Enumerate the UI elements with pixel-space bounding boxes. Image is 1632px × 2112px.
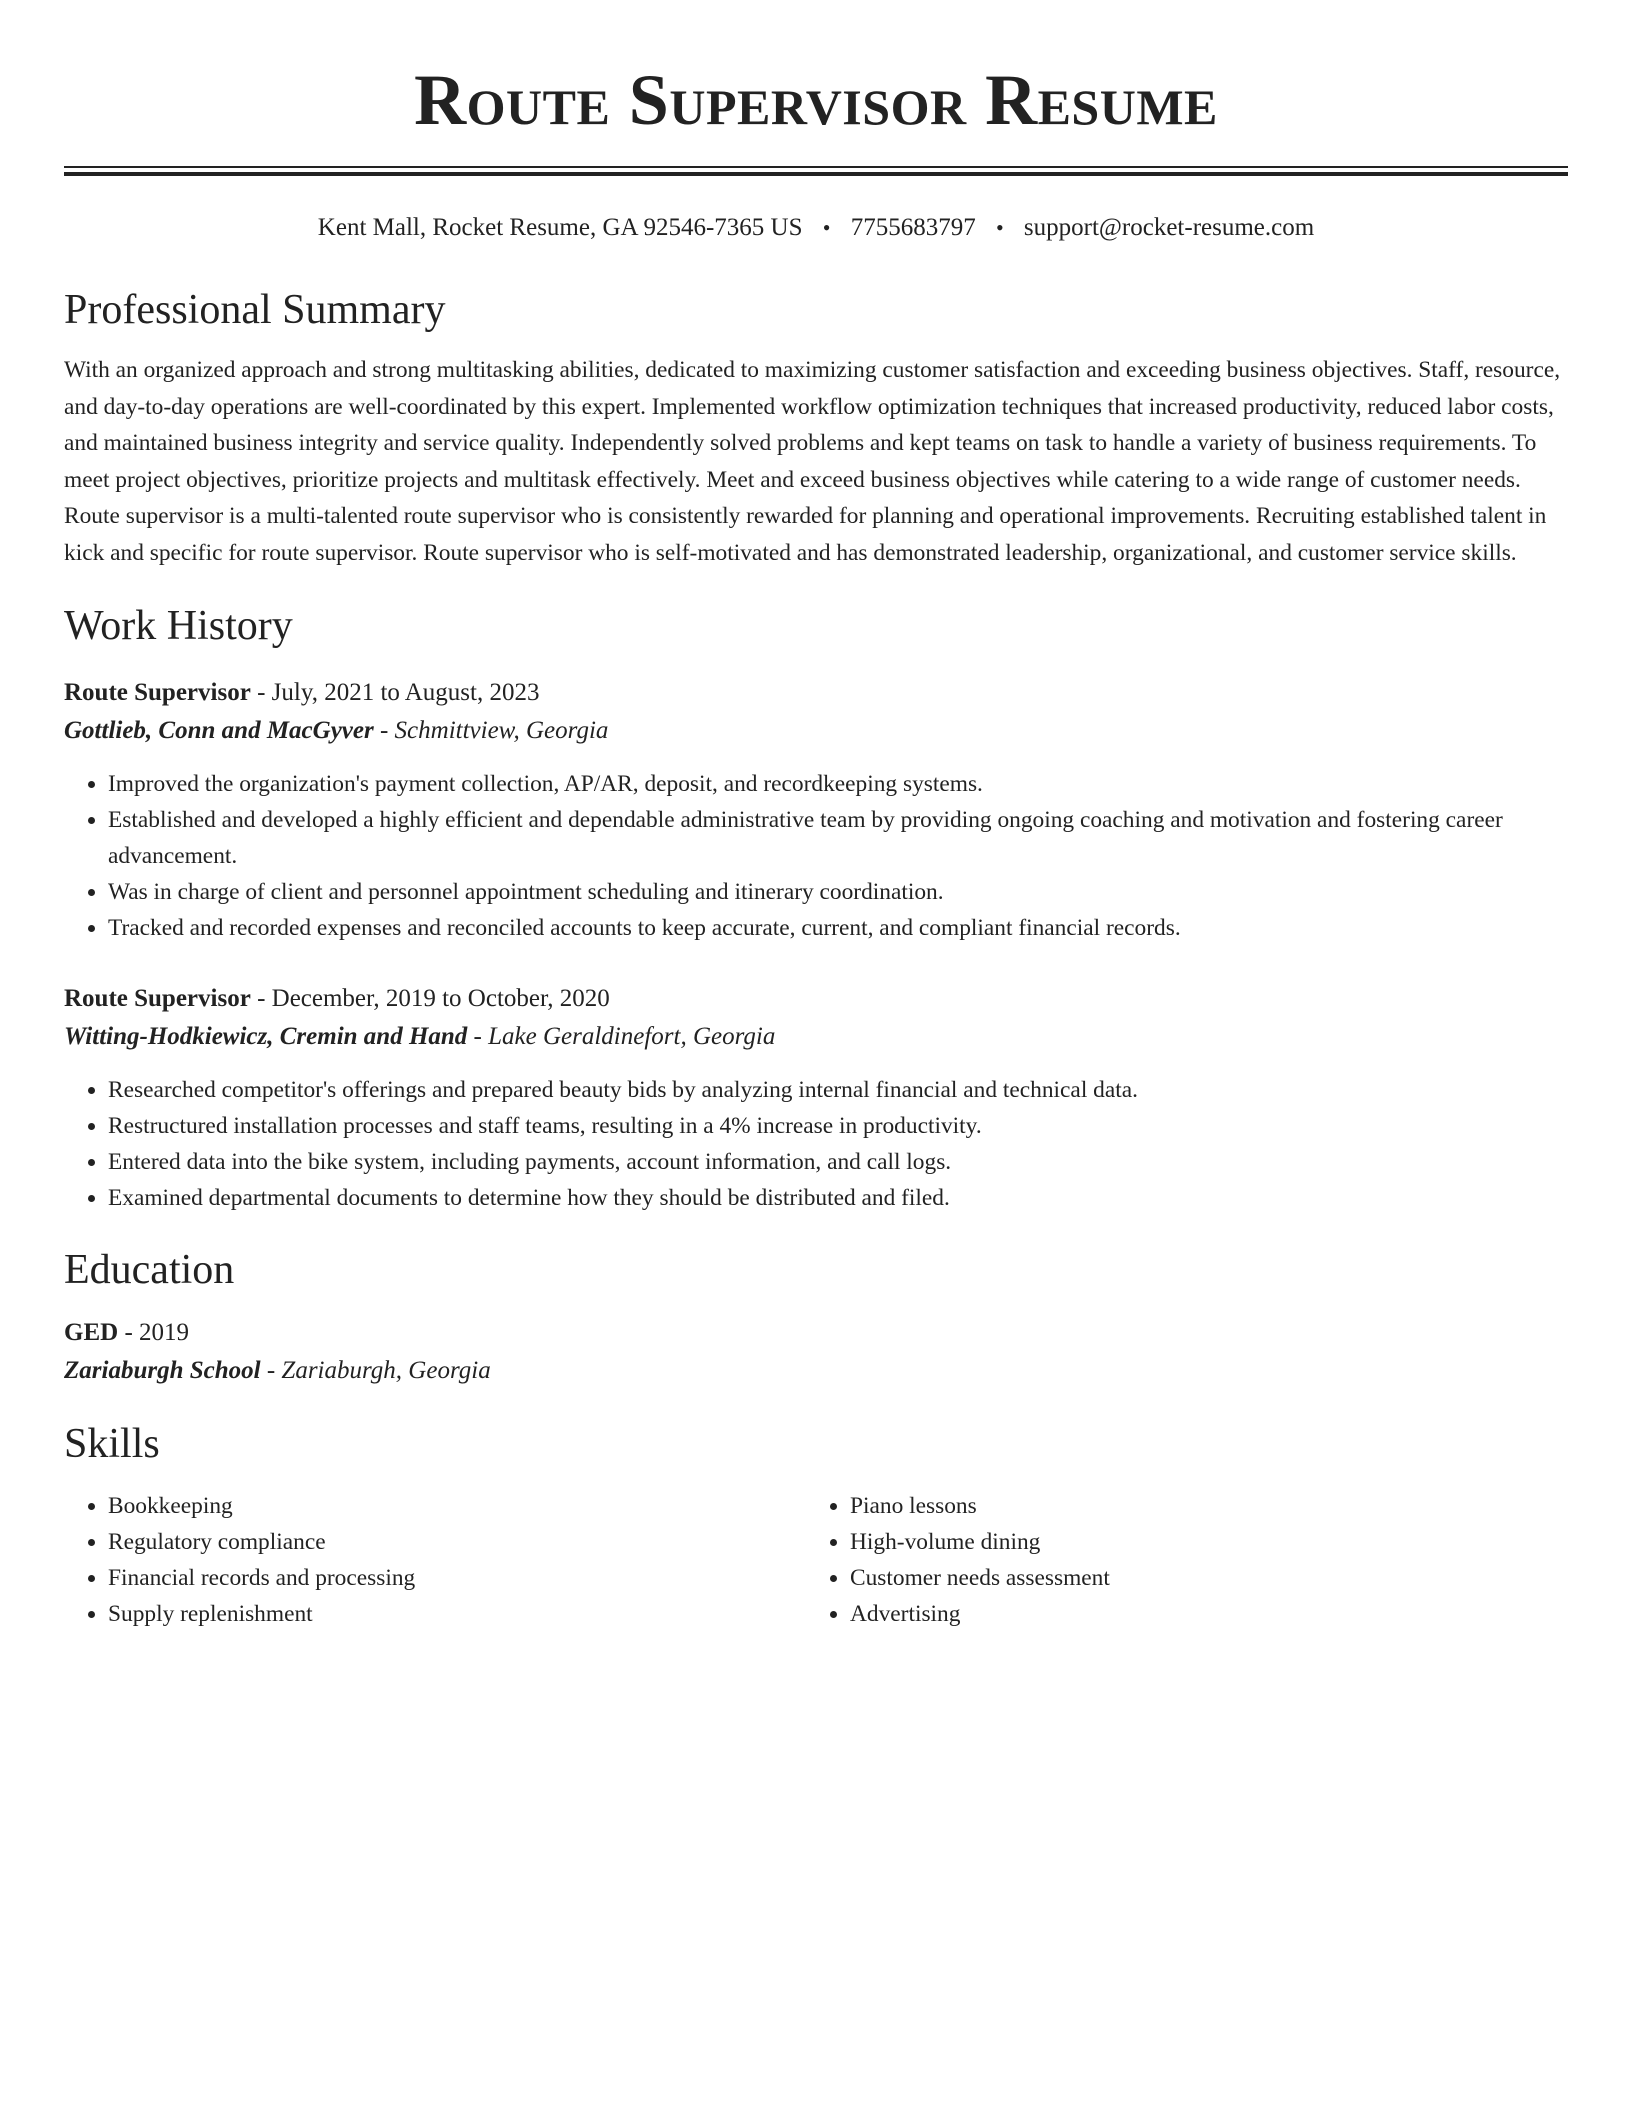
job-location: - Lake Geraldinefort, Georgia: [467, 1022, 776, 1050]
job-title-line: [64, 674, 1568, 712]
education-degree: GED: [64, 1318, 119, 1346]
job-entry: [64, 980, 1568, 1216]
job-company-line: [64, 712, 1568, 750]
education-entry: [64, 1314, 1568, 1390]
education-year: - 2019: [118, 1318, 190, 1346]
job-company: Gottlieb, Conn and MacGyver: [64, 716, 374, 744]
education-heading: Education: [64, 1246, 235, 1293]
job-role: Route Supervisor: [64, 984, 251, 1012]
job-bullet: • Restructured installation processes and staff teams, resulting in a 4% increase in productivity.: [108, 1108, 1568, 1144]
skill-item: • Customer needs assessment: [850, 1560, 1548, 1596]
skill-item: • High-volume dining: [850, 1524, 1548, 1560]
contact-separator: •: [822, 215, 831, 240]
education-location: - Zariaburgh, Georgia: [260, 1356, 491, 1384]
skills-column-right: [806, 1488, 1548, 1632]
skill-item: • Bookkeeping: [108, 1488, 806, 1524]
skill-item: • Supply replenishment: [108, 1596, 806, 1632]
contact-separator: •: [995, 215, 1004, 240]
page-title: Route Supervisor Resume: [414, 60, 1218, 140]
job-entry: [64, 674, 1568, 946]
job-bullet: • Entered data into the bike system, including payments, account information, and call logs.: [108, 1144, 1568, 1180]
job-location: - Schmittview, Georgia: [373, 716, 609, 744]
title-divider: [64, 166, 1568, 176]
job-bullet: • Established and developed a highly efficient and dependable administrative team by providing ongoing coaching and motivation and fostering career advancement.: [108, 802, 1568, 874]
job-dates: - December, 2019 to October, 2020: [250, 984, 610, 1012]
job-company: Witting-Hodkiewicz, Cremin and Hand: [64, 1022, 468, 1050]
job-bullet: • Examined departmental documents to determine how they should be distributed and filed.: [108, 1180, 1568, 1216]
job-bullet: • Researched competitor's offerings and prepared beauty bids by analyzing internal financial and technical data.: [108, 1072, 1568, 1108]
summary-heading: Professional Summary: [64, 287, 446, 333]
skill-item: • Financial records and processing: [108, 1560, 806, 1596]
contact-line: [64, 212, 1568, 244]
contact-address: Kent Mall, Rocket Resume, GA 92546-7365 US: [317, 214, 803, 241]
resume-page: [64, 0, 1568, 1632]
skill-item: • Piano lessons: [850, 1488, 1548, 1524]
skill-item: • Regulatory compliance: [108, 1524, 806, 1560]
summary-text: With an organized approach and strong multitasking abilities, dedicated to maximizing customer satisfaction and exceeding business objectives. Staff, resource, and day-to-day operations are well-coordinated by this expert. Implemented workflow optimization techniques that increased productivity, reduced labor costs, and maintained business integrity and service quality. Independently solved problems and kept teams on task to handle a variety of business requirements. To meet project objectives, prioritize projects and multitask effectively. Meet and exceed business objectives while catering to a wide range of customer needs. Route supervisor is a multi-talented route supervisor who is consistently rewarded for planning and operational improvements. Recruiting established talent in kick and specific for route supervisor. Route supervisor who is self-motivated and has demonstrated leadership, organizational, and customer service skills.: [64, 357, 1561, 566]
skills-heading: Skills: [64, 1420, 160, 1467]
job-bullet: • Tracked and recorded expenses and reconciled accounts to keep accurate, current, and compliant financial records.: [108, 910, 1568, 946]
education-school-line: [64, 1352, 1568, 1390]
education-degree-line: [64, 1314, 1568, 1352]
work-history-heading: Work History: [64, 602, 293, 649]
job-bullet: • Was in charge of client and personnel appointment scheduling and itinerary coordination.: [108, 874, 1568, 910]
skills-column-left: [64, 1488, 806, 1632]
contact-phone: 7755683797: [850, 214, 976, 241]
job-title-line: [64, 980, 1568, 1018]
job-dates: - July, 2021 to August, 2023: [250, 678, 540, 706]
skill-item: • Advertising: [850, 1596, 1548, 1632]
education-school: Zariaburgh School: [64, 1356, 261, 1384]
skills-list: [64, 1488, 1568, 1632]
job-bullets: [64, 1072, 1568, 1216]
job-bullets: [64, 766, 1568, 946]
job-role: Route Supervisor: [64, 678, 251, 706]
job-bullet: • Improved the organization's payment collection, AP/AR, deposit, and recordkeeping systems.: [108, 766, 1568, 802]
contact-email: support@rocket-resume.com: [1023, 214, 1315, 241]
job-company-line: [64, 1018, 1568, 1056]
